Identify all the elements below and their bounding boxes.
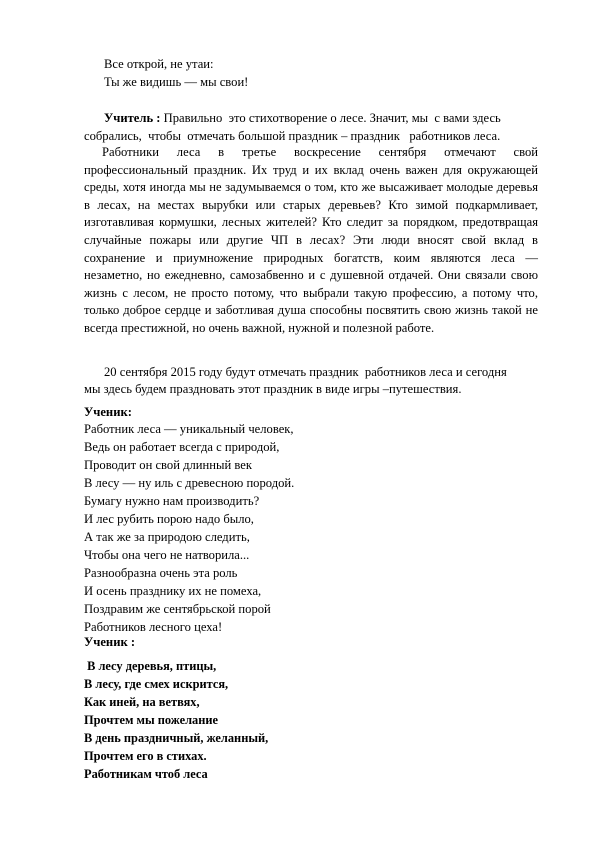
paragraph-2-line-1: 20 сентября 2015 году будут отмечать праздник работников леса и сегодня [104,365,507,379]
paragraph-1 [84,144,538,338]
teacher-line-2: собрались, чтобы отмечать большой праздник – праздник работников леса. [84,129,501,143]
student-1-line: И осень празднику их не помеха, [84,584,262,598]
student-2-line: Прочтем мы пожелание [84,713,218,727]
student-2-line: В день праздничный, желанный, [84,731,269,745]
student-2-line: В лесу деревья, птицы, [84,659,217,673]
paragraph-2-line-2: мы здесь будем праздновать этот праздник в виде игры –путешествия. [84,382,462,396]
student-1-line: Разнообразна очень эта роль [84,566,238,580]
student-1-line: И лес рубить порою надо было, [84,512,254,526]
student-1-line: Работник леса — уникальный человек, [84,422,294,436]
student-2-line: В лесу, где смех искрится, [84,677,229,691]
student-1-line: В лесу — ну иль с древесною породой. [84,476,295,490]
student-1-line: Чтобы она чего не натворила... [84,548,250,562]
intro-poem-line-2: Ты же видишь — мы свои! [104,75,249,89]
student-1-line: А так же за природою следить, [84,530,250,544]
student-1-line: Ведь он работает всегда с природой, [84,440,280,454]
teacher-speaker: Учитель : [104,111,161,125]
student-1-line: Проводит он свой длинный век [84,458,252,472]
student-2-line: Прочтем его в стихах. [84,749,207,763]
student-2-speaker: Ученик : [84,635,136,649]
student-1-line: Бумагу нужно нам производить? [84,494,260,508]
student-2-line: Работникам чтоб леса [84,767,208,781]
teacher-line-1 [104,110,501,126]
intro-poem-line-1: Все открой, не утаи: [104,57,214,71]
teacher-text-1: Правильно это стихотворение о лесе. Значит, мы с вами здесь [160,111,501,125]
student-2-line: Как иней, на ветвях, [84,695,200,709]
student-1-line: Поздравим же сентябрьской порой [84,602,271,616]
student-1-speaker: Ученик: [84,405,132,419]
student-1-line: Работников лесного цеха! [84,620,223,634]
paragraph-1-text: Работники леса в третье воскресение сентября отмечают свой профессиональный праздник. Их труд и их вклад очень важен для окружающей среды, хотя иногда мы не задумываемся о том, кто же высаживает молодые деревья в лесах, на местах вырубки или старых деревьев? Кто зимой подкармливает, изготавливая кормушки, лесных жителей? Кто следит за порядком, предотвращая случайные пожары или другие ЧП в лесах? Эти люди вносят свой вклад в сохранение и приумножение природных богатств, коим являются леса — незаметно, но ежедневно, самозабвенно и с душевной отдачей. Они связали свою жизнь с лесом, не просто потому, что выбрали такую профессию, а потому что, только доброе сердце и заботливая душа способны посвятить свою жизнь такой не всегда престижной, но очень важной, нужной и полезной работе. [84,145,538,335]
